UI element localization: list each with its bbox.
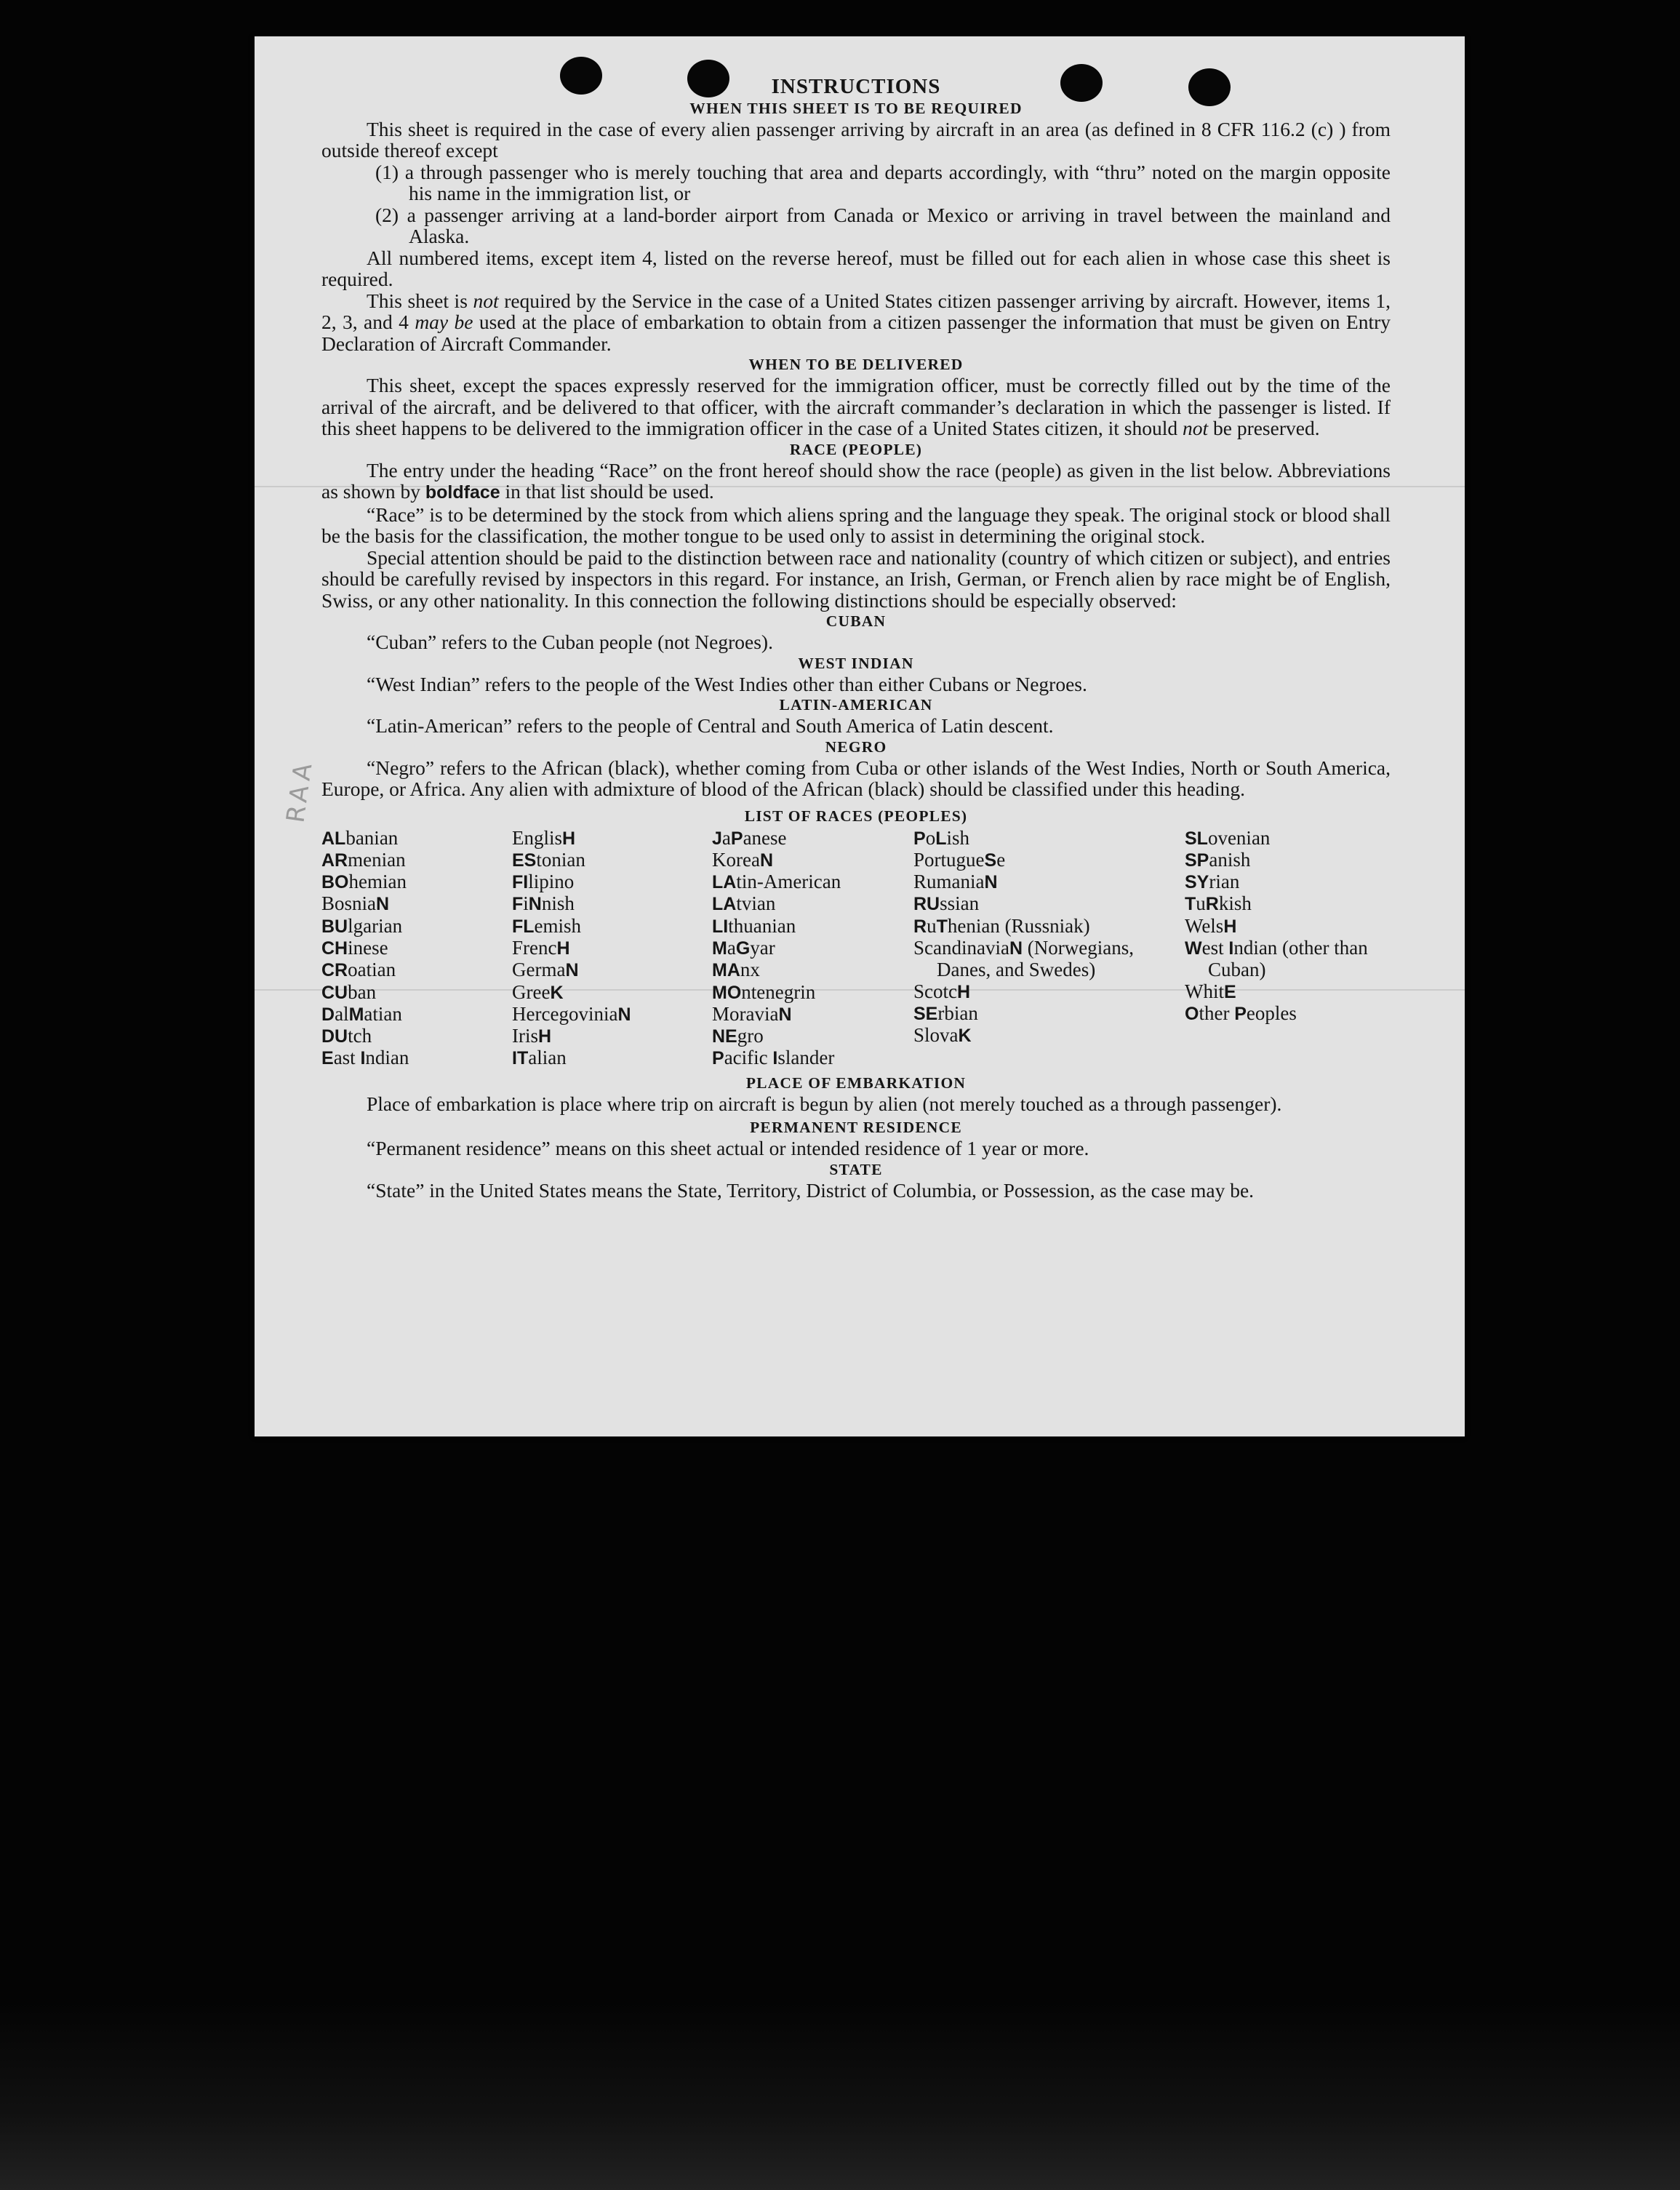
race-text: i [523, 892, 529, 915]
race-paragraph-3: Special attention should be paid to the distinction between race and nationality (country of which citizen or subject), and entries should be carefully revised by inspectors in this regard. For instance, an Irish, German, or French alien by race might be of English, Swiss, or any other nationality. In this connection the following distinctions should be especially observed: [321, 545, 1391, 612]
race-text: Korea [712, 848, 760, 871]
race-abbreviation: N [565, 960, 579, 981]
race-entry [321, 871, 512, 893]
race-abbreviation: L [935, 828, 947, 849]
race-abbreviation: R [913, 916, 927, 937]
race-abbreviation: H [562, 828, 576, 849]
races-column-4 [913, 828, 1185, 1070]
race-text: Portugue [913, 848, 985, 871]
race-text: rbian [937, 1002, 978, 1024]
race-entry [712, 828, 913, 850]
race-abbreviation: K [958, 1026, 972, 1047]
race-text: Scandinavia [913, 936, 1009, 959]
race-abbreviation: O [1185, 1003, 1199, 1024]
race-entry [512, 1026, 712, 1047]
race-abbreviation: I [360, 1048, 366, 1069]
race-abbreviation: P [1234, 1003, 1247, 1024]
race-text: tvian [736, 892, 776, 915]
race-abbreviation: BO [321, 872, 349, 893]
section-heading-state: STATE [829, 1160, 883, 1178]
race-text: kish [1218, 892, 1252, 915]
race-text: a [727, 936, 736, 959]
race-text: eoples [1246, 1002, 1297, 1024]
race-abbreviation: CU [321, 982, 348, 1003]
race-abbreviation: G [735, 938, 751, 959]
races-column-5 [1185, 828, 1391, 1070]
race-entry [321, 959, 512, 981]
section-heading-races-list: LIST OF RACES (PEOPLES) [744, 807, 968, 825]
race-abbreviation: I [1228, 938, 1234, 959]
race-entry [321, 828, 512, 850]
race-text: Wels [1185, 914, 1224, 937]
race-text: ssian [940, 892, 980, 915]
race-text: emish [534, 914, 582, 937]
race-abbreviation: H [538, 1026, 552, 1047]
race-abbreviation: FL [512, 916, 535, 937]
race-abbreviation: CR [321, 960, 348, 981]
race-abbreviation: J [712, 828, 722, 849]
race-text: ish [946, 826, 969, 849]
race-text: u [1196, 892, 1206, 915]
race-entry [512, 938, 712, 959]
races-list [321, 828, 1391, 1070]
race-entry [712, 893, 913, 915]
section-heading-west-indian: WEST INDIAN [798, 654, 914, 672]
race-entry [321, 1004, 512, 1026]
race-text: ban [348, 980, 377, 1003]
race-abbreviation: M [712, 938, 727, 959]
race-text: ast [333, 1047, 361, 1069]
race-text: o [925, 826, 936, 849]
latin-american-definition: “Latin-American” refers to the people of Central and South America of Latin descent. [367, 714, 1054, 737]
race-entry [913, 871, 1185, 893]
race-abbreviation: DU [321, 1026, 348, 1047]
race-abbreviation: LI [712, 916, 729, 937]
race-entry [913, 938, 1185, 981]
race-abbreviation: H [1223, 916, 1237, 937]
race-entry [712, 871, 913, 893]
race-text: ndian (other than Cuban) [1208, 936, 1368, 981]
race-abbreviation: N [617, 1004, 631, 1025]
race-abbreviation: H [556, 938, 570, 959]
negro-definition: “Negro” refers to the African (black), whether coming from Cuba or other islands of the West Indies, North or South America, Europe, or Africa. Any alien with admixture of blood of the African (black) should be classified under this heading. [321, 756, 1391, 800]
race-entry [512, 1004, 712, 1026]
race-text: ther [1199, 1002, 1235, 1024]
race-entry [913, 828, 1185, 850]
race-text: ntenegrin [741, 980, 816, 1003]
race-text: yar [750, 936, 775, 959]
cuban-definition: “Cuban” refers to the Cuban people (not Negroes). [367, 631, 773, 653]
required-paragraph-3: This sheet is not required by the Service in the case of a United States citizen passenger arriving by aircraft. However, items 1, 2, 3, and 4 may be used at the place of embarkation to obtain from a citizen passenger the information that must be given on Entry Declaration of Aircraft Commander. [321, 289, 1391, 355]
race-abbreviation: SP [1185, 850, 1209, 871]
race-entry [712, 959, 913, 981]
race-entry [712, 1004, 913, 1026]
race-text: u [927, 914, 937, 937]
race-abbreviation: E [1224, 981, 1236, 1002]
race-entry [913, 1003, 1185, 1025]
race-entry [1185, 1003, 1391, 1025]
margin-annotation: RAA [281, 757, 319, 825]
west-indian-definition: “West Indian” refers to the people of the West Indies other than either Cubans or Negroes. [367, 672, 1087, 695]
race-abbreviation: S [984, 850, 997, 871]
race-entry [1185, 850, 1391, 871]
race-text: gro [737, 1025, 764, 1047]
race-abbreviation: NE [712, 1026, 737, 1047]
race-text: Bosnia [321, 892, 377, 915]
section-heading-required: WHEN THIS SHEET IS TO BE REQUIRED [689, 99, 1023, 117]
race-text: al [335, 1002, 349, 1025]
race-text: rian [1209, 871, 1240, 893]
race-text: henian (Russniak) [947, 914, 1090, 937]
race-text: Gree [512, 980, 551, 1003]
race-abbreviation: T [1185, 894, 1196, 915]
race-abbreviation: P [913, 828, 926, 849]
section-heading-negro: NEGRO [825, 738, 887, 756]
race-text: Iris [512, 1025, 538, 1047]
race-abbreviation: RU [913, 894, 940, 915]
section-heading-embarkation: PLACE OF EMBARKATION [745, 1074, 967, 1092]
race-text: tonian [536, 848, 585, 871]
race-abbreviation: SY [1185, 872, 1209, 893]
race-entry [712, 1026, 913, 1047]
race-text: lgarian [348, 914, 403, 937]
race-abbreviation: AR [321, 850, 348, 871]
section-heading-race: RACE (PEOPLE) [789, 440, 923, 458]
race-text: tch [348, 1025, 372, 1047]
race-entry [1185, 916, 1391, 938]
race-text: alian [528, 1047, 567, 1069]
race-entry [321, 916, 512, 938]
race-abbreviation: K [550, 982, 564, 1003]
race-abbreviation: IT [512, 1048, 529, 1069]
race-text: hemian [348, 871, 407, 893]
required-paragraph-2: All numbered items, except item 4, listed on the reverse hereof, must be filled out for each alien in whose case this sheet is required. [321, 246, 1391, 290]
race-abbreviation: T [936, 916, 948, 937]
race-entry [1185, 981, 1391, 1003]
race-entry [712, 916, 913, 938]
race-abbreviation: N [376, 894, 390, 915]
race-text: acific [724, 1047, 773, 1069]
race-entry [712, 850, 913, 871]
document-sheet [255, 36, 1465, 1436]
race-text: e [996, 848, 1006, 871]
embarkation-definition: Place of embarkation is place where trip on aircraft is begun by alien (not merely touched as a through passenger). [367, 1092, 1282, 1115]
scanner-background [0, 2001, 1680, 2190]
section-heading-cuban: CUBAN [825, 612, 887, 630]
race-abbreviation: P [730, 828, 743, 849]
race-entry [321, 1047, 512, 1069]
race-abbreviation: MA [712, 960, 740, 981]
race-abbreviation: ES [512, 850, 537, 871]
race-entry [1185, 871, 1391, 893]
required-item-2: (2) a passenger arriving at a land-border airport from Canada or Mexico or arriving in travel between the mainland and Alaska. [375, 203, 1391, 247]
race-entry [712, 938, 913, 959]
required-item-1: (1) a through passenger who is merely touching that area and departs accordingly, with “thru” noted on the margin opposite his name in the immigration list, or [375, 160, 1391, 204]
race-entry [321, 893, 512, 915]
race-text: thuanian [728, 914, 796, 937]
race-text: Moravia [712, 1002, 779, 1025]
race-entry [913, 981, 1185, 1003]
section-heading-latin-american: LATIN-AMERICAN [779, 696, 933, 714]
race-entry [512, 850, 712, 871]
race-entry [712, 982, 913, 1004]
race-text: lipino [528, 871, 575, 893]
race-entry [321, 938, 512, 959]
race-abbreviation: E [321, 1048, 334, 1069]
race-text: ovenian [1207, 826, 1271, 849]
instructions-content [321, 76, 1391, 1201]
race-abbreviation: N [984, 872, 998, 893]
race-text: anish [1209, 848, 1251, 871]
race-entry [321, 1026, 512, 1047]
race-entry [512, 828, 712, 850]
race-text: Rumania [913, 871, 985, 893]
race-text: (Norwegians, Danes, and Swedes) [937, 936, 1134, 981]
race-abbreviation: W [1185, 938, 1202, 959]
race-text: ndian [365, 1047, 409, 1069]
race-abbreviation: SE [913, 1003, 938, 1024]
race-abbreviation: H [957, 981, 971, 1002]
race-abbreviation: FI [512, 872, 529, 893]
section-heading-permanent-residence: PERMANENT RESIDENCE [750, 1119, 962, 1137]
race-paragraph-1: The entry under the heading “Race” on the front hereof should show the race (people) as given in the list below. Abbreviations as shown by boldface in that list should be used. [321, 458, 1391, 503]
race-text: Hercegovinia [512, 1002, 618, 1025]
race-text: Whit [1185, 980, 1224, 1002]
race-abbreviation: LA [712, 894, 737, 915]
race-abbreviation: N [528, 894, 542, 915]
race-abbreviation: N [759, 850, 774, 871]
races-column-1 [321, 828, 512, 1070]
race-abbreviation: LA [712, 872, 737, 893]
races-column-2 [512, 828, 712, 1070]
race-text: banian [345, 826, 399, 849]
race-text: Scotc [913, 980, 957, 1002]
race-entry [1185, 828, 1391, 850]
race-abbreviation: D [321, 1004, 335, 1025]
race-abbreviation: AL [321, 828, 346, 849]
race-text: menian [348, 848, 406, 871]
state-definition: “State” in the United States means the State, Territory, District of Columbia, or Possession, as the case may be. [367, 1178, 1255, 1202]
delivered-paragraph: This sheet, except the spaces expressly reserved for the immigration officer, must be correctly filled out by the time of the arrival of the aircraft, and be delivered to that officer, with the aircraft commander’s declaration in which the passenger is listed. If this sheet happens to be delivered to the immigration officer in the case of a United States citizen, it should not be preserved. [321, 374, 1391, 439]
race-text: Germa [512, 959, 566, 981]
race-text: Frenc [512, 936, 557, 959]
race-entry [712, 1047, 913, 1069]
race-abbreviation: R [1205, 894, 1219, 915]
race-text: atian [364, 1002, 402, 1025]
race-abbreviation: BU [321, 916, 348, 937]
race-abbreviation: MO [712, 982, 742, 1003]
race-entry [512, 982, 712, 1004]
race-text: est [1201, 936, 1229, 959]
race-abbreviation: SL [1185, 828, 1208, 849]
race-abbreviation: I [772, 1048, 778, 1069]
race-abbreviation: M [348, 1004, 364, 1025]
race-entry [1185, 938, 1391, 981]
race-text: Englis [512, 826, 563, 849]
section-heading-delivered: WHEN TO BE DELIVERED [748, 356, 964, 373]
permanent-residence-definition: “Permanent residence” means on this sheet actual or intended residence of 1 year or more. [367, 1137, 1089, 1160]
race-entry [512, 893, 712, 915]
race-abbreviation: N [1009, 938, 1023, 959]
race-abbreviation: CH [321, 938, 348, 959]
race-text: Slova [913, 1024, 959, 1047]
race-entry [913, 850, 1185, 871]
race-abbreviation: P [712, 1048, 724, 1069]
race-abbreviation: N [778, 1004, 792, 1025]
race-text: nx [740, 959, 760, 981]
races-column-3 [712, 828, 913, 1070]
race-text: inese [348, 936, 388, 959]
race-entry [913, 1025, 1185, 1047]
race-entry [913, 893, 1185, 915]
race-entry [512, 871, 712, 893]
race-entry [913, 916, 1185, 938]
race-text: a [721, 826, 731, 849]
race-entry [512, 959, 712, 981]
race-entry [512, 1047, 712, 1069]
race-text: slander [777, 1047, 835, 1069]
race-text: nish [541, 892, 575, 915]
race-entry [321, 850, 512, 871]
race-text: tin-American [736, 871, 841, 893]
race-entry [1185, 893, 1391, 915]
race-entry [512, 916, 712, 938]
race-entry [321, 982, 512, 1004]
race-paragraph-2: “Race” is to be determined by the stock from which aliens spring and the language they speak. The original stock or blood shall be the basis for the classification, the mother tongue to be used only to assist in determining the original stock. [321, 503, 1391, 547]
race-abbreviation: F [512, 894, 524, 915]
page-title: INSTRUCTIONS [771, 75, 941, 98]
race-text: anese [743, 826, 787, 849]
race-text: oatian [348, 959, 396, 981]
required-paragraph-1: This sheet is required in the case of every alien passenger arriving by aircraft in an area (as defined in 8 CFR 116.2 (c) ) from outside thereof except [321, 117, 1391, 161]
